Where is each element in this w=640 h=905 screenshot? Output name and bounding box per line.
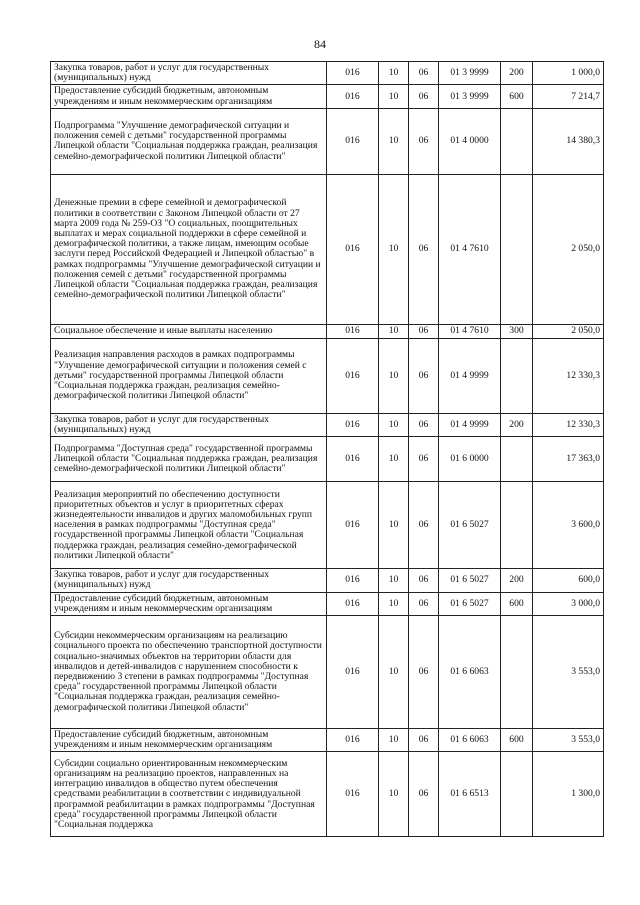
amount: 7 214,7 bbox=[533, 85, 604, 108]
section-code: 10 bbox=[379, 324, 409, 338]
subsection-code: 06 bbox=[409, 62, 439, 85]
admin-code: 016 bbox=[327, 174, 379, 324]
section-code: 10 bbox=[379, 437, 409, 482]
amount: 12 330,3 bbox=[533, 338, 604, 413]
expense-description: Предоставление субсидий бюджетным, автономным учреждениям и иным некоммерческим организациям bbox=[51, 85, 327, 108]
section-code: 10 bbox=[379, 108, 409, 174]
table-row bbox=[51, 108, 604, 174]
admin-code: 016 bbox=[327, 592, 379, 615]
amount: 2 050,0 bbox=[533, 324, 604, 338]
target-article-code: 01 4 0000 bbox=[439, 108, 501, 174]
expense-description: Социальное обеспечение и иные выплаты населению bbox=[51, 324, 327, 338]
table-row bbox=[51, 338, 604, 413]
amount: 600,0 bbox=[533, 569, 604, 592]
expense-type-code: 200 bbox=[501, 569, 533, 592]
target-article-code: 01 4 7610 bbox=[439, 174, 501, 324]
section-code: 10 bbox=[379, 174, 409, 324]
expense-type-code: 600 bbox=[501, 729, 533, 752]
subsection-code: 06 bbox=[409, 108, 439, 174]
admin-code: 016 bbox=[327, 338, 379, 413]
expense-type-code: 200 bbox=[501, 62, 533, 85]
target-article-code: 01 6 6063 bbox=[439, 729, 501, 752]
expense-type-code: 600 bbox=[501, 592, 533, 615]
amount: 3 000,0 bbox=[533, 592, 604, 615]
expense-description: Закупка товаров, работ и услуг для государственных (муниципальных) нужд bbox=[51, 413, 327, 436]
amount: 14 380,3 bbox=[533, 108, 604, 174]
expense-description: Закупка товаров, работ и услуг для государственных (муниципальных) нужд bbox=[51, 569, 327, 592]
subsection-code: 06 bbox=[409, 174, 439, 324]
subsection-code: 06 bbox=[409, 437, 439, 482]
target-article-code: 01 6 6513 bbox=[439, 752, 501, 837]
subsection-code: 06 bbox=[409, 592, 439, 615]
amount: 12 330,3 bbox=[533, 413, 604, 436]
expense-type-code bbox=[501, 616, 533, 729]
target-article-code: 01 6 5027 bbox=[439, 592, 501, 615]
expense-type-code bbox=[501, 174, 533, 324]
section-code: 10 bbox=[379, 85, 409, 108]
expense-type-code bbox=[501, 437, 533, 482]
expense-description: Реализация направления расходов в рамках подпрограммы "Улучшение демографической ситуации и положения семей с детьми" государственной программы Липецкой области "Социальная поддержка граждан, реализация семейно-демографической политики Липецкой области" bbox=[51, 338, 327, 413]
subsection-code: 06 bbox=[409, 85, 439, 108]
expense-description: Подпрограмма "Доступная среда" государственной программы Липецкой области "Социальная поддержка граждан, реализация семейно-демографической политики Липецкой области" bbox=[51, 437, 327, 482]
target-article-code: 01 6 6063 bbox=[439, 616, 501, 729]
target-article-code: 01 6 5027 bbox=[439, 482, 501, 569]
table-row bbox=[51, 569, 604, 592]
section-code: 10 bbox=[379, 569, 409, 592]
table-row bbox=[51, 616, 604, 729]
section-code: 10 bbox=[379, 752, 409, 837]
section-code: 10 bbox=[379, 338, 409, 413]
target-article-code: 01 4 9999 bbox=[439, 413, 501, 436]
amount: 2 050,0 bbox=[533, 174, 604, 324]
table-row bbox=[51, 482, 604, 569]
expense-description: Предоставление субсидий бюджетным, автономным учреждениям и иным некоммерческим организациям bbox=[51, 592, 327, 615]
table-row bbox=[51, 324, 604, 338]
admin-code: 016 bbox=[327, 482, 379, 569]
subsection-code: 06 bbox=[409, 324, 439, 338]
admin-code: 016 bbox=[327, 752, 379, 837]
section-code: 10 bbox=[379, 482, 409, 569]
subsection-code: 06 bbox=[409, 752, 439, 837]
admin-code: 016 bbox=[327, 569, 379, 592]
expense-description: Предоставление субсидий бюджетным, автономным учреждениям и иным некоммерческим организациям bbox=[51, 729, 327, 752]
section-code: 10 bbox=[379, 592, 409, 615]
expense-type-code bbox=[501, 752, 533, 837]
table-row bbox=[51, 85, 604, 108]
expense-description: Реализация мероприятий по обеспечению доступности приоритетных объектов и услуг в приоритетных сферах жизнедеятельности инвалидов и других маломобильных групп населения в рамках подпрограммы "Доступная среда" государственной программы Липецкой области "Социальная поддержка граждан, реализация семейно-демографической политики Липецкой области" bbox=[51, 482, 327, 569]
subsection-code: 06 bbox=[409, 338, 439, 413]
admin-code: 016 bbox=[327, 85, 379, 108]
section-code: 10 bbox=[379, 413, 409, 436]
subsection-code: 06 bbox=[409, 729, 439, 752]
amount: 3 553,0 bbox=[533, 729, 604, 752]
table-row bbox=[51, 752, 604, 837]
amount: 17 363,0 bbox=[533, 437, 604, 482]
target-article-code: 01 4 7610 bbox=[439, 324, 501, 338]
expense-type-code bbox=[501, 482, 533, 569]
admin-code: 016 bbox=[327, 62, 379, 85]
expense-type-code bbox=[501, 108, 533, 174]
subsection-code: 06 bbox=[409, 569, 439, 592]
admin-code: 016 bbox=[327, 616, 379, 729]
table-row bbox=[51, 174, 604, 324]
target-article-code: 01 4 9999 bbox=[439, 338, 501, 413]
admin-code: 016 bbox=[327, 324, 379, 338]
page-number: 84 bbox=[314, 37, 326, 51]
budget-table bbox=[50, 61, 604, 837]
table-body bbox=[51, 62, 604, 837]
table-row bbox=[51, 592, 604, 615]
amount: 1 000,0 bbox=[533, 62, 604, 85]
expense-type-code bbox=[501, 338, 533, 413]
target-article-code: 01 6 0000 bbox=[439, 437, 501, 482]
target-article-code: 01 6 5027 bbox=[439, 569, 501, 592]
table-row bbox=[51, 413, 604, 436]
subsection-code: 06 bbox=[409, 616, 439, 729]
admin-code: 016 bbox=[327, 108, 379, 174]
subsection-code: 06 bbox=[409, 413, 439, 436]
amount: 3 553,0 bbox=[533, 616, 604, 729]
section-code: 10 bbox=[379, 62, 409, 85]
expense-type-code: 300 bbox=[501, 324, 533, 338]
expense-description: Закупка товаров, работ и услуг для государственных (муниципальных) нужд bbox=[51, 62, 327, 85]
admin-code: 016 bbox=[327, 729, 379, 752]
expense-type-code: 600 bbox=[501, 85, 533, 108]
expense-description: Субсидии некоммерческим организациям на реализацию социального проекта по обеспечению транспортной доступности социально-значимых объектов на территории области для инвалидов и детей-инвалидов с нарушением способности к передвижению 3 степени в рамках подпрограммы "Доступная среда" государственной программы Липецкой области "Социальная поддержка граждан, реализация семейно-демографической политики Липецкой области" bbox=[51, 616, 327, 729]
expense-type-code: 200 bbox=[501, 413, 533, 436]
section-code: 10 bbox=[379, 616, 409, 729]
expense-description: Субсидии социально ориентированным некоммерческим организациям на реализацию проектов, направленных на интеграцию инвалидов в общество путем обеспечения средствами реабилитации в соответствии с индивидуальной программой реабилитации в рамках подпрограммы "Доступная среда" государственной программы Липецкой области "Социальная поддержка bbox=[51, 752, 327, 837]
amount: 3 600,0 bbox=[533, 482, 604, 569]
table-row bbox=[51, 62, 604, 85]
table-row bbox=[51, 437, 604, 482]
target-article-code: 01 3 9999 bbox=[439, 62, 501, 85]
table-row bbox=[51, 729, 604, 752]
admin-code: 016 bbox=[327, 413, 379, 436]
admin-code: 016 bbox=[327, 437, 379, 482]
amount: 1 300,0 bbox=[533, 752, 604, 837]
target-article-code: 01 3 9999 bbox=[439, 85, 501, 108]
subsection-code: 06 bbox=[409, 482, 439, 569]
section-code: 10 bbox=[379, 729, 409, 752]
expense-description: Подпрограмма "Улучшение демографической ситуации и положения семей с детьми" государственной программы Липецкой области "Социальная поддержка граждан, реализация семейно-демографической политики Липецкой области" bbox=[51, 108, 327, 174]
expense-description: Денежные премии в сфере семейной и демографической политики в соответствии с Законом Липецкой области от 27 марта 2009 года № 259-ОЗ "О социальных, поощрительных выплатах и мерах социальной поддержки в сфере семейной и демографической политики, а также лицам, имеющим особые заслуги перед Российской Федерацией и Липецкой областью" в рамках подпрограммы "Улучшение демографической ситуации и положения семей с детьми" государственной программы Липецкой области "Социальная поддержка граждан, реализация семейно-демографической политики Липецкой области" bbox=[51, 174, 327, 324]
